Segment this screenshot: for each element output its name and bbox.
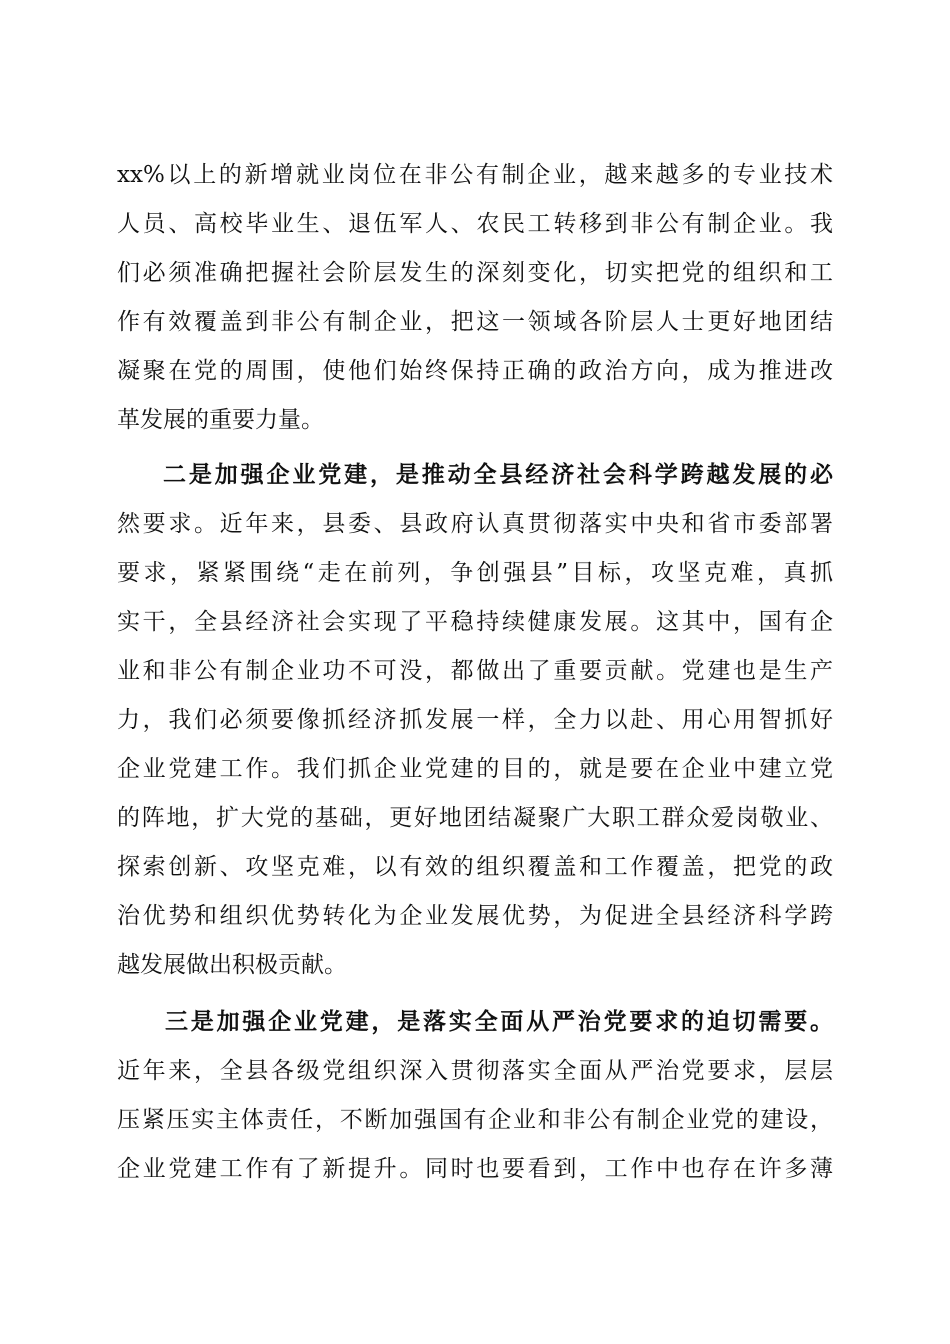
text-line-19: 近年来，全县各级党组织深入贯彻落实全面从严治党要求，层层 <box>117 1058 833 1084</box>
text-line-5: 凝聚在党的周围，使他们始终保持正确的政治方向，成为推进改 <box>117 358 833 384</box>
text-line-6: 革发展的重要力量。 <box>117 407 324 433</box>
paragraph-heading-3: 三是加强企业党建，是落实全面从严治党要求的迫切需要。 <box>165 1008 833 1035</box>
text-line-4: 作有效覆盖到非公有制企业，把这一领域各阶层人士更好地团结 <box>117 309 833 335</box>
text-line-3: 们必须准确把握社会阶层发生的深刻变化，切实把党的组织和工 <box>117 260 833 286</box>
text-line-10: 实干，全县经济社会实现了平稳持续健康发展。这其中，国有企 <box>117 609 833 635</box>
text-line-12: 力，我们必须要像抓经济抓发展一样，全力以赴、用心用智抓好 <box>117 707 833 733</box>
text-line-21: 企业党建工作有了新提升。同时也要看到，工作中也存在许多薄 <box>117 1156 833 1182</box>
paragraph-heading-2: 二是加强企业党建，是推动全县经济社会科学跨越发展的必 <box>163 461 833 488</box>
text-line-17: 越发展做出积极贡献。 <box>117 952 347 978</box>
text-line-14: 的阵地，扩大党的基础，更好地团结凝聚广大职工群众爱岗敬业、 <box>117 805 833 831</box>
text-line-1: xx%以上的新增就业岗位在非公有制企业，越来越多的专业技术 <box>117 162 833 188</box>
text-line-15: 探索创新、攻坚克难，以有效的组织覆盖和工作覆盖，把党的政 <box>117 854 833 880</box>
text-line-11: 业和非公有制企业功不可没，都做出了重要贡献。党建也是生产 <box>117 658 833 684</box>
text-line-20: 压紧压实主体责任，不断加强国有企业和非公有制企业党的建设， <box>117 1107 833 1133</box>
text-line-9: 要求，紧紧围绕“走在前列，争创强县”目标，攻坚克难，真抓 <box>117 560 833 586</box>
text-line-8: 然要求。近年来，县委、县政府认真贯彻落实中央和省市委部署 <box>117 511 833 537</box>
text-line-2: 人员、高校毕业生、退伍军人、农民工转移到非公有制企业。我 <box>117 211 833 237</box>
text-line-13: 企业党建工作。我们抓企业党建的目的，就是要在企业中建立党 <box>117 756 833 782</box>
text-line-16: 治优势和组织优势转化为企业发展优势，为促进全县经济科学跨 <box>117 903 833 929</box>
